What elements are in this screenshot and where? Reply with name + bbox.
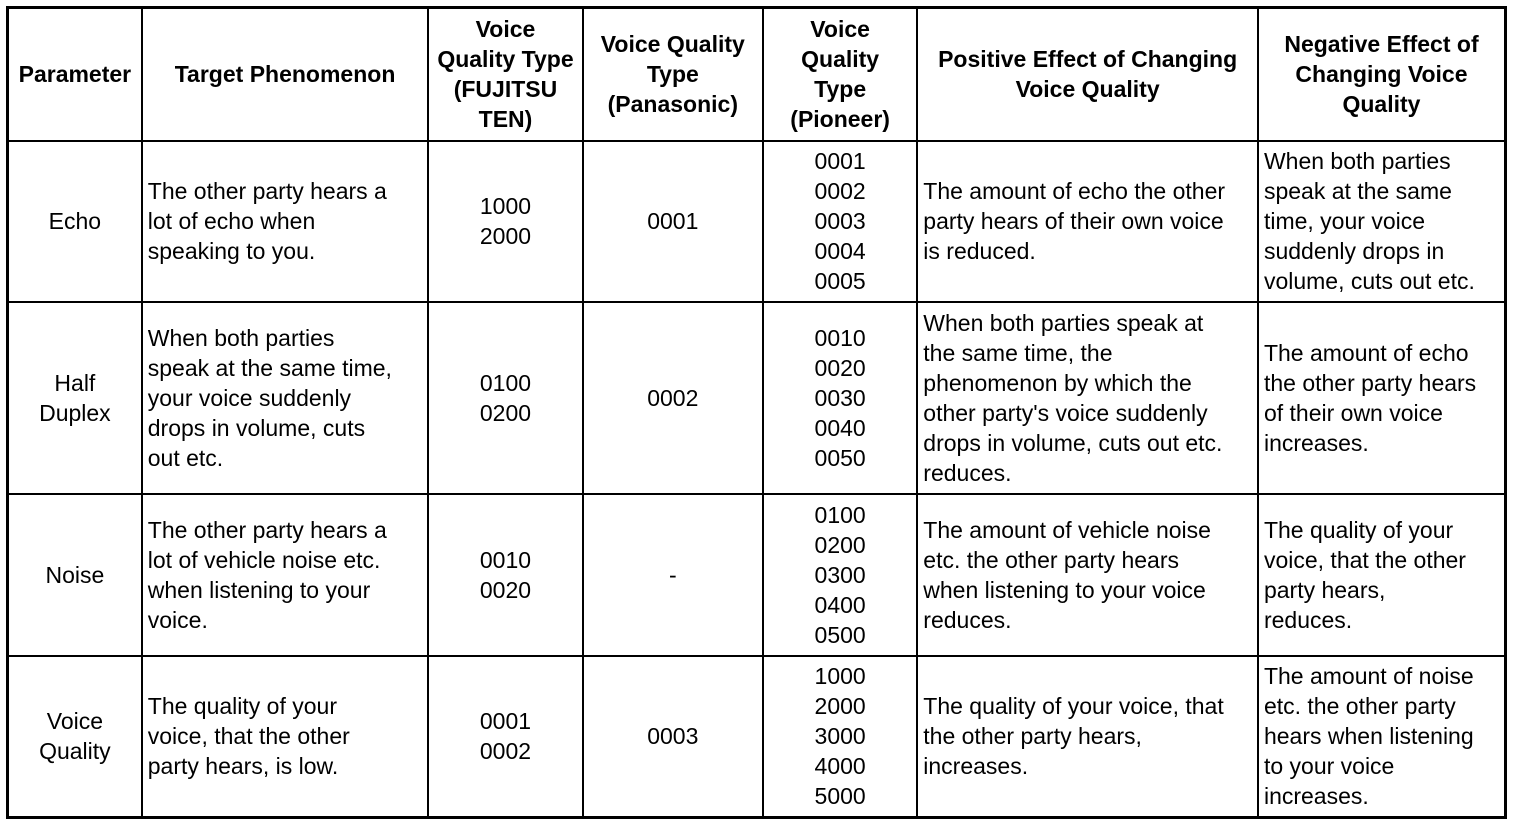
negative-effect-cell: The quality of your voice, that the other party hears, reduces. bbox=[1258, 494, 1506, 656]
pioneer-cell: 1000 2000 3000 4000 5000 bbox=[763, 656, 917, 818]
fujitsu-cell: 0010 0020 bbox=[428, 494, 582, 656]
fujitsu-cell: 0100 0200 bbox=[428, 302, 582, 494]
positive-effect-cell: The quality of your voice, that the other party hears, increases. bbox=[917, 656, 1258, 818]
negative-effect-cell: When both parties speak at the same time, your voice suddenly drops in volume, cuts out etc. bbox=[1258, 141, 1506, 302]
table-row bbox=[8, 302, 1506, 494]
table-row bbox=[8, 141, 1506, 302]
header-row bbox=[8, 8, 1506, 141]
header-fujitsu-ten-type: Voice Quality Type (FUJITSU TEN) bbox=[428, 8, 582, 141]
header-panasonic-type: Voice Quality Type (Panasonic) bbox=[583, 8, 763, 141]
pioneer-cell: 0010 0020 0030 0040 0050 bbox=[763, 302, 917, 494]
parameter-cell: Voice Quality bbox=[8, 656, 142, 818]
positive-effect-cell: The amount of echo the other party hears of their own voice is reduced. bbox=[917, 141, 1258, 302]
phenomenon-cell: The quality of your voice, that the other party hears, is low. bbox=[142, 656, 429, 818]
pioneer-cell: 0100 0200 0300 0400 0500 bbox=[763, 494, 917, 656]
phenomenon-cell: The other party hears a lot of vehicle noise etc. when listening to your voice. bbox=[142, 494, 429, 656]
table-row bbox=[8, 494, 1506, 656]
pioneer-cell: 0001 0002 0003 0004 0005 bbox=[763, 141, 917, 302]
voice-quality-table bbox=[6, 6, 1507, 819]
parameter-cell: Noise bbox=[8, 494, 142, 656]
fujitsu-cell: 1000 2000 bbox=[428, 141, 582, 302]
header-pioneer-type: Voice Quality Type (Pioneer) bbox=[763, 8, 917, 141]
fujitsu-cell: 0001 0002 bbox=[428, 656, 582, 818]
negative-effect-cell: The amount of noise etc. the other party hears when listening to your voice increases. bbox=[1258, 656, 1506, 818]
panasonic-cell: - bbox=[583, 494, 763, 656]
negative-effect-cell: The amount of echo the other party hears of their own voice increases. bbox=[1258, 302, 1506, 494]
parameter-cell: Half Duplex bbox=[8, 302, 142, 494]
parameter-cell: Echo bbox=[8, 141, 142, 302]
panasonic-cell: 0003 bbox=[583, 656, 763, 818]
panasonic-cell: 0001 bbox=[583, 141, 763, 302]
positive-effect-cell: When both parties speak at the same time, the phenomenon by which the other party's voice suddenly drops in volume, cuts out etc. reduces. bbox=[917, 302, 1258, 494]
header-parameter: Parameter bbox=[8, 8, 142, 141]
phenomenon-cell: The other party hears a lot of echo when speaking to you. bbox=[142, 141, 429, 302]
positive-effect-cell: The amount of vehicle noise etc. the other party hears when listening to your voice reduces. bbox=[917, 494, 1258, 656]
header-positive-effect: Positive Effect of Changing Voice Quality bbox=[917, 8, 1258, 141]
table-row bbox=[8, 656, 1506, 818]
header-negative-effect: Negative Effect of Changing Voice Quality bbox=[1258, 8, 1506, 141]
panasonic-cell: 0002 bbox=[583, 302, 763, 494]
header-target-phenomenon: Target Phenomenon bbox=[142, 8, 429, 141]
phenomenon-cell: When both parties speak at the same time, your voice suddenly drops in volume, cuts out etc. bbox=[142, 302, 429, 494]
